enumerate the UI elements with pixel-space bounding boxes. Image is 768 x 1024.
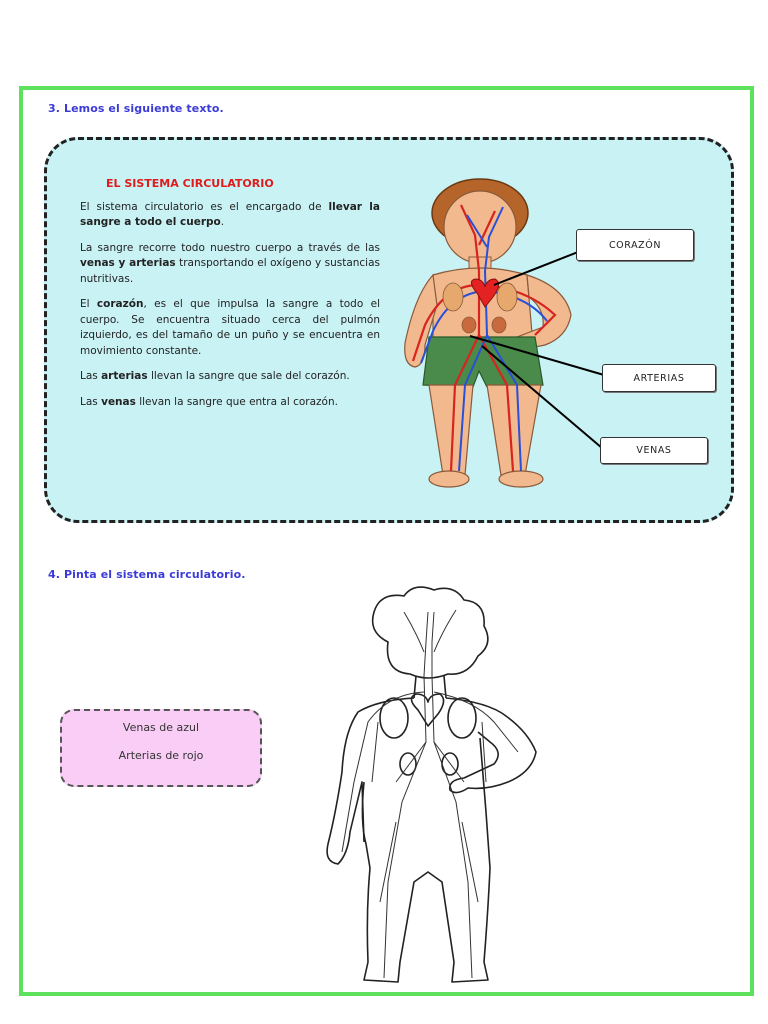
- p2-text-bold: venas y arterias: [80, 257, 176, 269]
- heart-label: CORAZÓN: [576, 229, 694, 261]
- p3-text-c: , es el que impulsa la sangre a todo el cuerpo. Se encuentra situado cerca del pulmón izquierdo, es del tamaño de un puño y se encuentra en movimiento constante.: [80, 298, 380, 357]
- p3-text-a: El: [80, 298, 97, 310]
- p5-text-bold: venas: [101, 395, 136, 408]
- arteries-label: ARTERIAS: [602, 364, 716, 392]
- p5-text-a: Las: [80, 395, 102, 408]
- p4-text-c: llevan la sangre que sale del corazón.: [147, 370, 350, 382]
- p2-text-a: La sangre recorre todo nuestro cuerpo a través de las: [80, 241, 380, 254]
- color-legend-box: [60, 709, 262, 787]
- coloring-outline-illustration: [318, 582, 542, 990]
- legend-veins-text: Venas de azul: [122, 721, 200, 734]
- section-3-heading: 3. Lemos el siguiente texto.: [48, 102, 224, 115]
- p1-text-c: .: [220, 216, 225, 228]
- p5-text-c: llevan la sangre que entra al corazón.: [135, 395, 338, 408]
- veins-label: VENAS: [600, 437, 708, 464]
- legend-arteries-text: Arterias de rojo: [118, 749, 204, 762]
- p4-text-a: Las: [80, 370, 102, 382]
- p1-text-a: El sistema circulatorio es el encargado de: [80, 200, 329, 213]
- p3-text-bold: corazón: [96, 298, 144, 310]
- p1-text-bold: llevar la sangre a todo el cuerpo: [80, 200, 380, 228]
- section-4-heading: 4. Pinta el sistema circulatorio.: [48, 568, 246, 581]
- p2-text-c: transportando el oxígeno y sustancias nutritivas.: [80, 257, 381, 285]
- info-title: EL SISTEMA CIRCULATORIO: [106, 177, 274, 190]
- p4-text-bold: arterias: [101, 370, 148, 382]
